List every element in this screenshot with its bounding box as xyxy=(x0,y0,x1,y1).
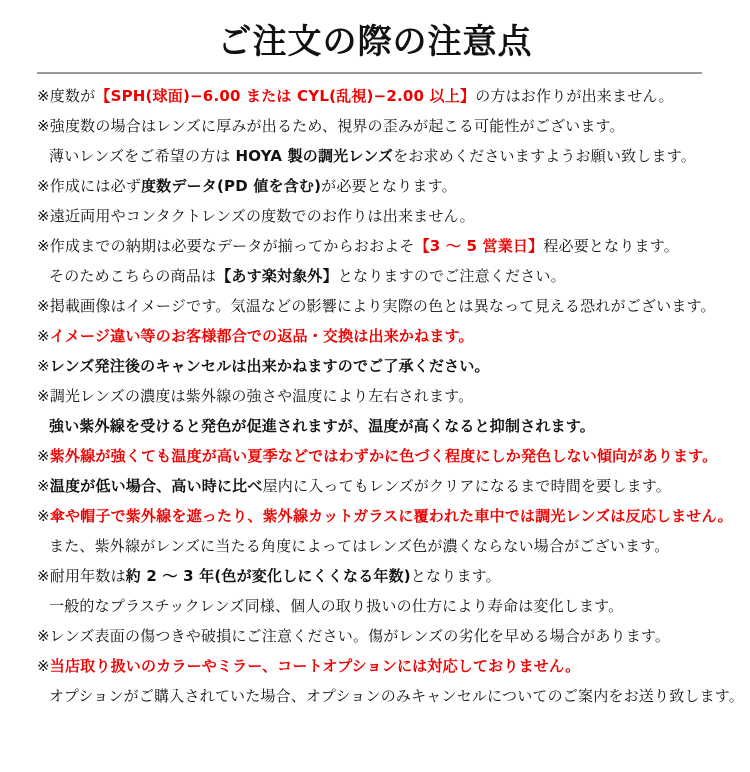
note-line xyxy=(37,148,740,165)
note-segment-normal: オプションがご購入されていた場合、オプションのみキャンセルについてのご案内をお送り致します。 xyxy=(49,686,745,705)
note-segment-normal: ※耐用年数は xyxy=(37,566,126,585)
note-line xyxy=(37,598,740,615)
note-segment-normal: ※ xyxy=(37,356,50,375)
note-segment-normal: となりますのでご注意ください。 xyxy=(337,266,566,285)
note-segment-normal: の方はお作りが出来ません。 xyxy=(475,86,674,105)
note-segment-normal: 一般的なプラスチックレンズ同様、個人の取り扱いの仕方により寿命は変化します。 xyxy=(49,596,624,615)
note-segment-red: 当店取り扱いのカラーやミラー、コートオプションには対応しておりません。 xyxy=(49,656,581,675)
note-segment-normal: ※強度数の場合はレンズに厚みが出るため、視界の歪みが起こる可能性がございます。 xyxy=(37,116,625,135)
note-line xyxy=(37,298,740,315)
note-segment-normal: が必要となります。 xyxy=(321,176,457,195)
note-line xyxy=(37,268,740,285)
note-segment-red: イメージ違い等のお客様都合での返品・交換は出来かねます。 xyxy=(49,326,474,345)
note-segment-red: 【3 〜 5 営業日】 xyxy=(414,236,544,255)
note-segment-red: 傘や帽子で紫外線を遮ったり、紫外線カットガラスに覆われた車中では調光レンズは反応しません。 xyxy=(49,506,733,525)
note-segment-bold: レンズ発注後のキャンセルは出来かねますのでご了承ください。 xyxy=(49,356,490,375)
note-segment-normal: ※作成までの納期は必要なデータが揃ってからおおよそ xyxy=(37,236,415,255)
note-segment-bold: 約 2 〜 3 年(色が変化しにくくなる年数) xyxy=(125,566,411,585)
notes-list xyxy=(0,88,750,705)
note-line xyxy=(37,118,740,135)
note-line xyxy=(37,568,740,585)
page-title: ご注文の際の注意点 xyxy=(217,22,533,62)
note-line xyxy=(37,628,740,645)
note-segment-red: 【SPH(球面)−6.00 または CYL(乱視)−2.00 以上】 xyxy=(95,86,476,105)
note-line xyxy=(37,538,740,555)
note-segment-normal: また、紫外線がレンズに当たる角度によってはレンズ色が濃くならない場合がございます。 xyxy=(49,536,670,555)
note-segment-red: 紫外線が強くても温度が高い夏季などではわずかに色づく程度にしか発色しない傾向があります。 xyxy=(49,446,718,465)
title-divider xyxy=(37,72,702,74)
note-line xyxy=(37,88,740,105)
note-line xyxy=(37,478,740,495)
note-segment-normal: となります。 xyxy=(410,566,501,585)
note-segment-normal: ※ xyxy=(37,326,50,345)
note-line xyxy=(37,686,745,705)
note-segment-normal: 程必要となります。 xyxy=(543,236,679,255)
note-line xyxy=(37,658,740,675)
order-notice-page xyxy=(0,22,750,772)
note-line xyxy=(37,508,740,525)
note-segment-bold: HOYA 製の調光レンズ xyxy=(235,146,394,165)
note-line xyxy=(37,238,740,255)
note-segment-bold: 【あす楽対象外】 xyxy=(216,266,338,285)
note-segment-normal: ※レンズ表面の傷つきや破損にご注意ください。傷がレンズの劣化を早める場合があります。 xyxy=(37,626,671,645)
note-segment-normal: ※調光レンズの濃度は紫外線の強さや温度により左右されます。 xyxy=(37,386,474,405)
note-line xyxy=(37,178,740,195)
note-segment-normal: ※ xyxy=(37,476,50,495)
note-line xyxy=(37,418,740,435)
note-segment-normal: をお求めくださいますようお願い致します。 xyxy=(393,146,696,165)
note-segment-bold: 度数データ(PD 値を含む) xyxy=(140,176,322,195)
note-line xyxy=(37,388,740,405)
note-segment-normal: 屋内に入ってもレンズがクリアになるまで時間を要します。 xyxy=(262,476,671,495)
note-segment-normal: ※遠近両用やコンタクトレンズの度数でのお作りは出来ません。 xyxy=(37,206,475,225)
note-segment-normal: ※ xyxy=(37,506,50,525)
note-segment-normal: ※掲載画像はイメージです。気温などの影響により実際の色とは異なって見える恐れがございます。 xyxy=(37,296,716,315)
note-segment-bold: 温度が低い場合、高い時に比べ xyxy=(49,476,263,495)
note-segment-bold: 強い紫外線を受けると発色が促進されますが、温度が高くなると抑制されます。 xyxy=(49,416,596,435)
note-line xyxy=(37,328,740,345)
note-line xyxy=(37,208,740,225)
note-line xyxy=(37,358,740,375)
note-segment-normal: ※作成には必ず xyxy=(37,176,141,195)
note-segment-normal: ※ xyxy=(37,656,50,675)
note-line xyxy=(37,448,740,465)
note-segment-normal: そのためこちらの商品は xyxy=(49,266,217,285)
note-segment-normal: ※ xyxy=(37,446,50,465)
note-segment-normal: ※度数が xyxy=(37,86,96,105)
note-segment-normal: 薄いレンズをご希望の方は xyxy=(49,146,236,165)
